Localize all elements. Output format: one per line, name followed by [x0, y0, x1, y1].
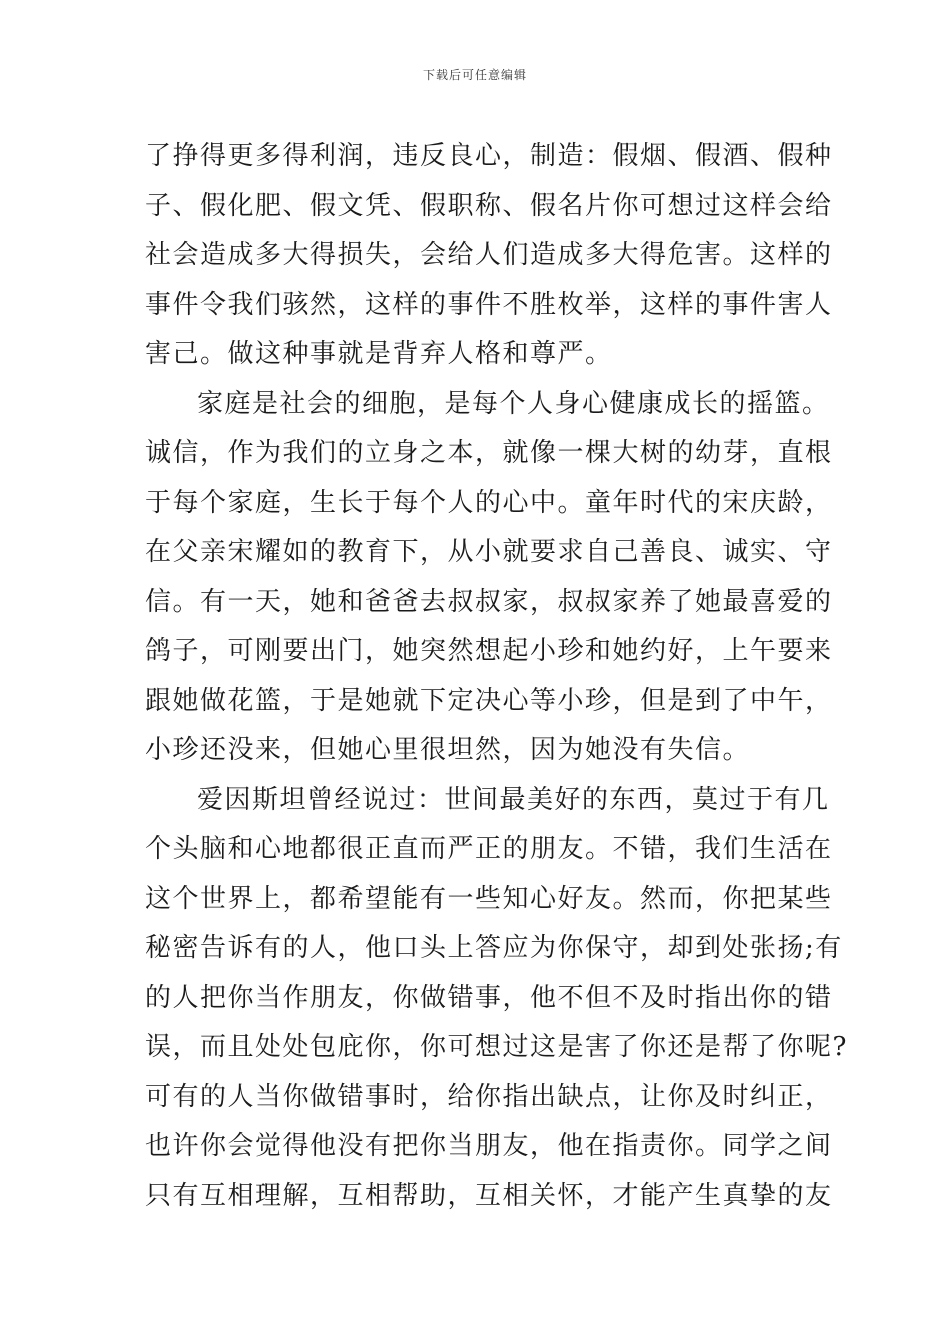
text-line: 误，而且处处包庇你，你可想过这是害了你还是帮了你呢? [145, 1032, 848, 1062]
text-line: 信。有一天，她和爸爸去叔叔家，叔叔家养了她最喜爱的 [145, 586, 833, 617]
text-line: 小珍还没来，但她心里很坦然，因为她没有失信。 [145, 735, 751, 765]
text-line: 子、假化肥、假文凭、假职称、假名片你可想过这样会给 [145, 190, 833, 221]
text-line: 爱因斯坦曾经说过：世间最美好的东西，莫过于有几 [197, 784, 830, 815]
text-line: 秘密告诉有的人，他口头上答应为你保守，却到处张扬;有 [145, 933, 843, 963]
text-line: 鸽子，可刚要出门，她突然想起小珍和她约好，上午要来 [145, 636, 833, 666]
page-header: 下载后可任意编辑 [422, 68, 527, 82]
text-line: 于每个家庭，生长于每个人的心中。童年时代的宋庆龄， [145, 487, 833, 518]
text-line: 跟她做花篮，于是她就下定决心等小珍，但是到了中午， [145, 685, 833, 716]
text-line: 个头脑和心地都很正直而严正的朋友。不错，我们生活在 [145, 834, 833, 864]
paragraph [145, 380, 833, 776]
text-line: 事件令我们骇然，这样的事件不胜枚举，这样的事件害人 [145, 289, 833, 320]
text-line: 只有互相理解，互相帮助，互相关怀，才能产生真挚的友 [145, 1180, 833, 1211]
text-line: 在父亲宋耀如的教育下，从小就要求自己善良、诚实、守 [145, 537, 833, 567]
document-body [145, 132, 848, 1221]
text-line: 诚信，作为我们的立身之本，就像一棵大树的幼芽，直根 [145, 438, 833, 468]
text-line: 这个世界上，都希望能有一些知心好友。然而，你把某些 [145, 883, 833, 914]
text-line: 社会造成多大得损失，会给人们造成多大得危害。这样的 [145, 240, 833, 270]
text-line: 可有的人当你做错事时，给你指出缺点，让你及时纠正， [145, 1081, 833, 1112]
text-line: 也许你会觉得他没有把你当朋友，他在指责你。同学之间 [145, 1131, 833, 1161]
paragraph [145, 132, 833, 380]
paragraph [145, 776, 848, 1222]
text-line: 害己。做这种事就是背弃人格和尊严。 [145, 339, 613, 369]
text-line: 了挣得更多得利润，违反良心，制造：假烟、假酒、假种 [145, 141, 833, 171]
text-line: 的人把你当作朋友，你做错事，他不但不及时指出你的错 [145, 982, 833, 1013]
text-line: 家庭是社会的细胞，是每个人身心健康成长的摇篮。 [197, 388, 830, 419]
